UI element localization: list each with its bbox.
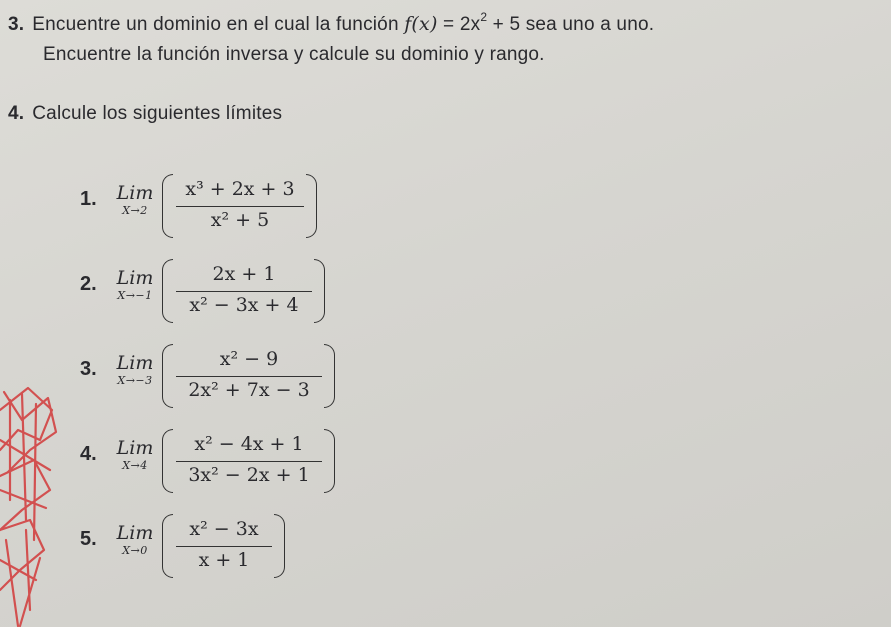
paren-right xyxy=(314,259,325,323)
fraction-denominator: 2x² + 7x − 3 xyxy=(188,379,310,401)
fraction-numerator: x³ + 2x + 3 xyxy=(185,178,295,200)
fraction-numerator: 2x + 1 xyxy=(212,263,276,285)
fraction-denominator: x² + 5 xyxy=(210,209,270,231)
problem-3-text-post: sea uno a uno. xyxy=(520,14,655,35)
fraction-bar xyxy=(176,546,272,547)
fraction-bar xyxy=(176,291,312,292)
fraction-denominator: 3x² − 2x + 1 xyxy=(188,464,310,486)
fraction-numerator: x² − 4x + 1 xyxy=(194,433,304,455)
limit-fraction xyxy=(176,174,304,236)
limit-item-1 xyxy=(80,170,330,240)
lim-word: Lim xyxy=(116,437,154,459)
function-tail: + 5 xyxy=(487,14,521,35)
lim-subscript: X→−1 xyxy=(117,289,153,302)
limit-fraction xyxy=(176,429,322,491)
fraction-bar xyxy=(176,376,322,377)
equals-sign: = xyxy=(437,14,460,35)
limit-operator xyxy=(112,522,158,557)
paren-right xyxy=(306,174,317,238)
function-coef: 2x xyxy=(459,14,481,35)
limit-item-2 xyxy=(80,255,330,325)
limit-operator xyxy=(112,437,158,472)
lim-subscript: X→2 xyxy=(122,204,148,217)
paren-right xyxy=(324,429,335,493)
problem-4-text: Calcule los siguientes límites xyxy=(32,103,283,124)
paren-right xyxy=(274,514,285,578)
lim-word: Lim xyxy=(116,267,154,289)
limit-operator xyxy=(112,182,158,217)
limit-fraction xyxy=(176,514,272,576)
function-name: f(x) xyxy=(404,13,438,35)
limit-operator xyxy=(112,352,158,387)
paren-left xyxy=(162,174,173,238)
problem-4-line xyxy=(8,103,282,125)
lim-word: Lim xyxy=(116,182,154,204)
lim-subscript: X→0 xyxy=(122,544,148,557)
fraction-denominator: x + 1 xyxy=(198,549,250,571)
problem-3-text-pre: Encuentre un dominio en el cual la función xyxy=(32,14,405,35)
limit-item-4 xyxy=(80,425,340,495)
paren-left xyxy=(162,429,173,493)
fraction-denominator: x² − 3x + 4 xyxy=(189,294,299,316)
limit-fraction xyxy=(176,344,322,406)
paren-left xyxy=(162,344,173,408)
fraction-numerator: x² − 9 xyxy=(219,348,279,370)
limit-fraction xyxy=(176,259,312,321)
limit-item-3 xyxy=(80,340,340,410)
problem-4-number: 4. xyxy=(8,103,25,124)
limit-item-5 xyxy=(80,510,300,580)
function-exponent: 2 xyxy=(480,10,488,24)
limit-number: 3. xyxy=(80,358,97,380)
lim-word: Lim xyxy=(116,522,154,544)
lim-word: Lim xyxy=(116,352,154,374)
lim-subscript: X→−3 xyxy=(117,374,153,387)
limit-number: 5. xyxy=(80,528,97,550)
red-scribble xyxy=(0,380,70,627)
fraction-bar xyxy=(176,461,322,462)
limit-operator xyxy=(112,267,158,302)
paren-right xyxy=(324,344,335,408)
lim-subscript: X→4 xyxy=(122,459,148,472)
paren-left xyxy=(162,514,173,578)
limit-number: 4. xyxy=(80,443,97,465)
paren-left xyxy=(162,259,173,323)
problem-3-number: 3. xyxy=(8,14,25,35)
limit-number: 1. xyxy=(80,188,97,210)
problem-3-line-2: Encuentre la función inversa y calcule su dominio y rango. xyxy=(43,44,545,65)
fraction-bar xyxy=(176,206,304,207)
fraction-numerator: x² − 3x xyxy=(189,518,259,540)
problem-3-line-1 xyxy=(8,10,654,36)
limit-number: 2. xyxy=(80,273,97,295)
